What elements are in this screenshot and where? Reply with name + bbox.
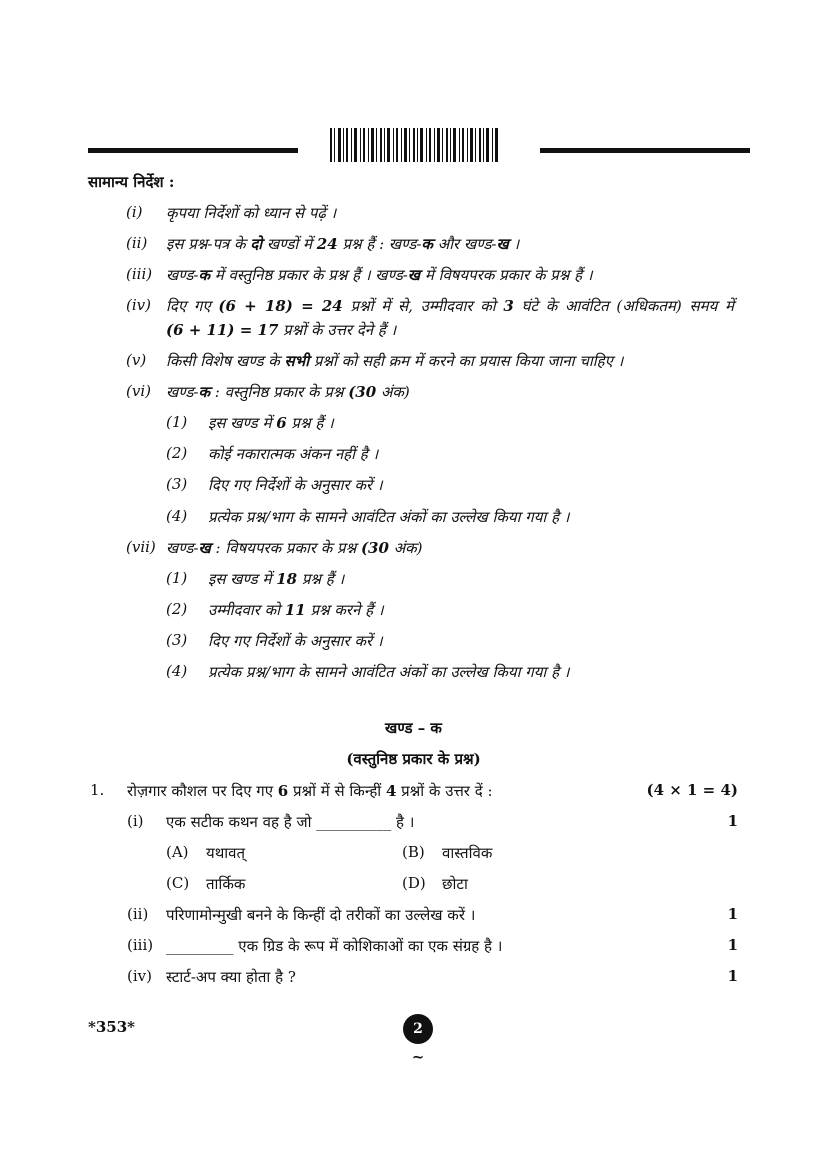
sub-instruction-num: (3) xyxy=(166,475,188,493)
question-marks: (4 × 1 = 4) xyxy=(646,781,738,799)
instruction-text: दिए गए (6 + 18) = 24 प्रश्नों में से, उम्मीदवार को 3 घंटे के आवंटित (अधिकतम) समय में xyxy=(166,297,735,315)
instruction-text: इस प्रश्न-पत्र के दो खण्डों में 24 प्रश्न हैं : खण्ड-क और खण्ड-ख । xyxy=(166,235,520,253)
section-subtitle: (वस्तुनिष्ठ प्रकार के प्रश्न) xyxy=(346,750,481,768)
instruction-num: (vii) xyxy=(126,538,156,556)
sub-instruction-num: (1) xyxy=(166,569,188,587)
instruction-text-continued: (6 + 11) = 17 प्रश्नों के उत्तर देने हैं । xyxy=(166,321,397,339)
part-number: (i) xyxy=(127,812,144,830)
part-number: (iv) xyxy=(127,967,152,985)
instruction-num: (i) xyxy=(126,203,143,221)
instruction-num: (vi) xyxy=(126,382,151,400)
option-label: (B) xyxy=(402,843,425,861)
page-tilde: ~ xyxy=(411,1048,425,1066)
instruction-num: (iv) xyxy=(126,296,151,314)
instructions-title: सामान्य निर्देश : xyxy=(88,173,175,191)
option-text: वास्तविक xyxy=(442,844,493,862)
sub-instruction-num: (3) xyxy=(166,631,188,649)
sub-instruction-num: (4) xyxy=(166,507,188,525)
sub-instruction-text: प्रत्येक प्रश्न/भाग के सामने आवंटित अंकों का उल्लेख किया गया है । xyxy=(208,508,570,526)
instruction-text: खण्ड-क में वस्तुनिष्ठ प्रकार के प्रश्न हैं । खण्ड-ख में विषयपरक प्रकार के प्रश्न हैं । xyxy=(166,266,593,284)
part-marks: 1 xyxy=(727,967,738,985)
section-title: खण्ड – क xyxy=(385,719,442,737)
sub-instruction-num: (2) xyxy=(166,600,188,618)
header-rule-right xyxy=(540,148,750,153)
instruction-text: खण्ड-ख : विषयपरक प्रकार के प्रश्न (30 अंक) xyxy=(166,539,423,557)
part-number: (ii) xyxy=(127,905,149,923)
header-rule-left xyxy=(88,148,298,153)
question-text: रोज़गार कौशल पर दिए गए 6 प्रश्नों में से किन्हीं 4 प्रश्नों के उत्तर दें : xyxy=(127,782,493,800)
part-text: परिणामोन्मुखी बनने के किन्हीं दो तरीकों का उल्लेख करें । xyxy=(166,906,476,924)
sub-instruction-num: (1) xyxy=(166,413,188,431)
paper-code: *353* xyxy=(88,1018,135,1036)
option-text: छोटा xyxy=(442,875,468,893)
instruction-num: (v) xyxy=(126,351,147,369)
instruction-text: कृपया निर्देशों को ध्यान से पढ़ें । xyxy=(166,204,337,222)
instruction-num: (iii) xyxy=(126,265,153,283)
option-text: तार्किक xyxy=(206,875,246,893)
sub-instruction-text: उम्मीदवार को 11 प्रश्न करने हैं । xyxy=(208,601,384,619)
sub-instruction-text: दिए गए निर्देशों के अनुसार करें । xyxy=(208,476,383,494)
question-number: 1. xyxy=(90,781,105,799)
barcode xyxy=(330,128,498,162)
sub-instruction-num: (2) xyxy=(166,444,188,462)
part-text: एक सटीक कथन वह है जो __________ है । xyxy=(166,813,415,831)
part-marks: 1 xyxy=(727,905,738,923)
option-label: (A) xyxy=(166,843,189,861)
part-marks: 1 xyxy=(727,812,738,830)
part-marks: 1 xyxy=(727,936,738,954)
option-text: यथावत् xyxy=(206,844,246,862)
instruction-text: खण्ड-क : वस्तुनिष्ठ प्रकार के प्रश्न (30 अंक) xyxy=(166,383,410,401)
part-text: _________ एक ग्रिड के रूप में कोशिकाओं का एक संग्रह है । xyxy=(166,937,503,955)
sub-instruction-text: इस खण्ड में 6 प्रश्न हैं । xyxy=(208,414,334,432)
part-text: स्टार्ट-अप क्या होता है ? xyxy=(166,968,296,986)
option-label: (D) xyxy=(402,874,426,892)
sub-instruction-text: कोई नकारात्मक अंकन नहीं है । xyxy=(208,445,379,463)
instruction-text: किसी विशेष खण्ड के सभी प्रश्नों को सही क्रम में करने का प्रयास किया जाना चाहिए । xyxy=(166,352,624,370)
instruction-num: (ii) xyxy=(126,234,148,252)
page-number: 2 xyxy=(403,1014,433,1044)
part-number: (iii) xyxy=(127,936,154,954)
sub-instruction-text: दिए गए निर्देशों के अनुसार करें । xyxy=(208,632,383,650)
sub-instruction-num: (4) xyxy=(166,662,188,680)
option-label: (C) xyxy=(166,874,190,892)
sub-instruction-text: प्रत्येक प्रश्न/भाग के सामने आवंटित अंकों का उल्लेख किया गया है । xyxy=(208,663,570,681)
sub-instruction-text: इस खण्ड में 18 प्रश्न हैं । xyxy=(208,570,345,588)
